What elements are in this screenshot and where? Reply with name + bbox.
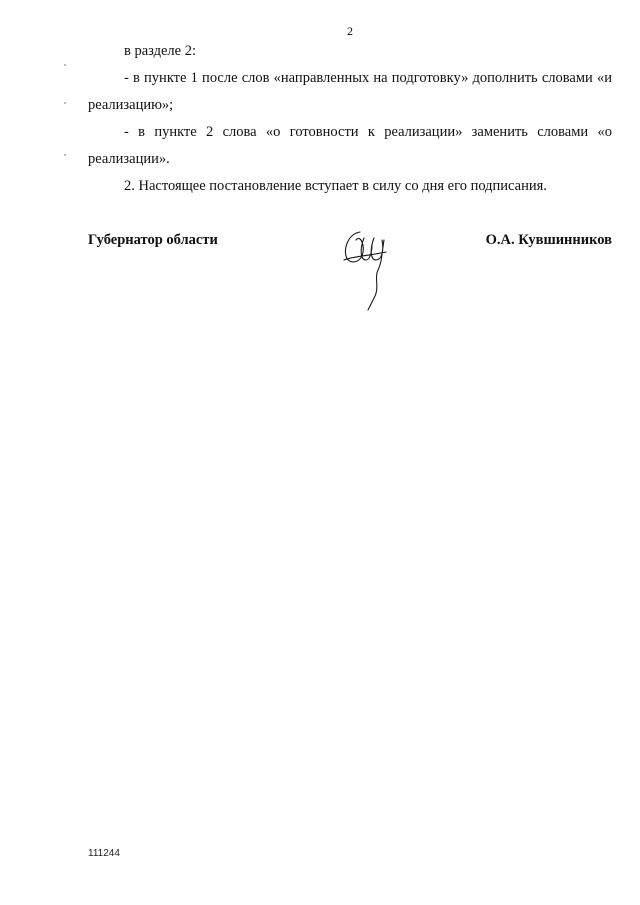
- signatory-name: О.А. Кувшинников: [485, 232, 612, 248]
- scan-speck: [64, 102, 66, 104]
- signatory-title: Губернатор области: [88, 232, 218, 248]
- scan-speck: [64, 64, 66, 66]
- paragraph: 2. Настоящее постановление вступает в силу со дня его подписания.: [124, 178, 547, 194]
- paragraph: - в пункте 1 после слов «направленных на подготовку» дополнить словами «и реализацию»;: [88, 70, 612, 113]
- document-code: 111244: [88, 848, 120, 859]
- page-number: 2: [347, 24, 353, 38]
- paragraph: - в пункте 2 слова «о готовности к реализации» заменить словами «о реализации».: [88, 124, 612, 167]
- handwritten-signature: [338, 226, 398, 314]
- paragraph: в разделе 2:: [124, 43, 197, 59]
- document-body: [88, 38, 612, 200]
- signature-block: [88, 230, 612, 320]
- scan-speck: [64, 154, 66, 156]
